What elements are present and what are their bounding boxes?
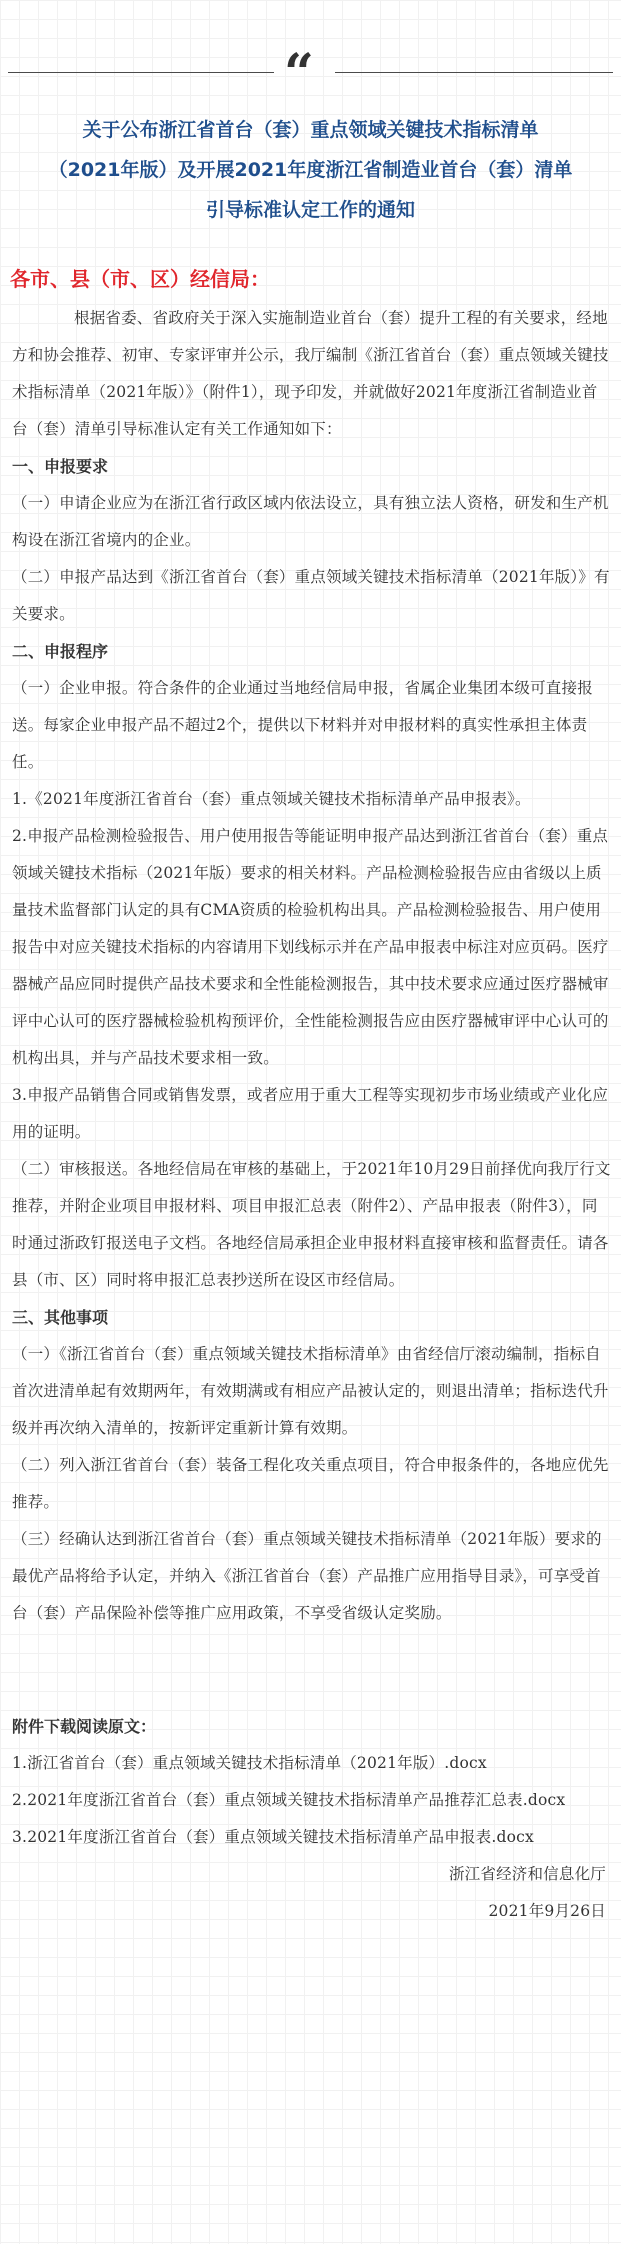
section-2-item-4: 3.申报产品销售合同或销售发票，或者应用于重大工程等实现初步市场业绩或产业化应用的证明。 xyxy=(12,1086,609,1141)
section-1-item-1: （一）申请企业应为在浙江省行政区域内依法设立，具有独立法人资格，研发和生产机构设在浙江省境内的企业。 xyxy=(12,494,609,549)
attachment-link-1[interactable]: 1.浙江省首台（套）重点领域关键技术指标清单（2021年版）.docx xyxy=(12,1754,487,1772)
section-1-heading: 一、申报要求 xyxy=(12,457,109,476)
spacer xyxy=(12,1632,612,1708)
intro-paragraph: 根据省委、省政府关于深入实施制造业首台（套）提升工程的有关要求，经地方和协会推荐、初审、专家评审并公示，我厅编制《浙江省首台（套）重点领域关键技术指标清单（2021年版）》（附件1），现予印发，并就做好2021年度浙江省制造业首台（套）清单引导标准认定有关工作通知如下： xyxy=(12,309,609,438)
section-1-item-2: （二）申报产品达到《浙江省首台（套）重点领域关键技术指标清单（2021年版）》有关要求。 xyxy=(12,568,610,623)
section-2-item-5: （二）审核报送。各地经信局在审核的基础上，于2021年10月29日前择优向我厅行文推荐，并附企业项目申报材料、项目申报汇总表（附件2）、产品申报表（附件3），同时通过浙政钉报送电子文档。各地经信局承担企业申报材料直接审核和监督责任。请各县（市、区）同时将申报汇总表抄送所在设区市经信局。 xyxy=(12,1160,611,1289)
addressee: 各市、县（市、区）经信局： xyxy=(10,267,270,291)
divider-line-right xyxy=(335,72,613,73)
attachments-heading: 附件下载阅读原文： xyxy=(12,1717,157,1736)
signature-org: 浙江省经济和信息化厅 xyxy=(448,1865,606,1883)
section-3-item-1: （一）《浙江省首台（套）重点领域关键技术指标清单》由省经信厅滚动编制，指标自首次进清单起有效期两年，有效期满或有相应产品被认定的，则退出清单；指标迭代升级并再次纳入清单的，按新评定重新计算有效期。 xyxy=(12,1345,609,1437)
section-3-item-2: （二）列入浙江省首台（套）装备工程化攻关重点项目，符合申报条件的，各地应优先推荐。 xyxy=(12,1456,609,1511)
section-2-item-1: （一）企业申报。符合条件的企业通过当地经信局申报，省属企业集团本级可直接报送。每家企业申报产品不超过2个，提供以下材料并对申报材料的真实性承担主体责任。 xyxy=(12,679,593,771)
page-title xyxy=(20,110,601,230)
document-body xyxy=(12,300,612,1930)
quote-icon: “ xyxy=(284,43,314,104)
attachment-link-3[interactable]: 3.2021年度浙江省首台（套）重点领域关键技术指标清单产品申报表.docx xyxy=(12,1828,534,1846)
title-line-3: 引导标准认定工作的通知 xyxy=(205,199,415,221)
section-2-item-2: 1.《2021年度浙江省首台（套）重点领域关键技术指标清单产品申报表》。 xyxy=(12,790,531,808)
section-3-heading: 三、其他事项 xyxy=(12,1308,109,1327)
title-line-1: 关于公布浙江省首台（套）重点领域关键技术指标清单 xyxy=(82,119,539,141)
title-line-2: （2021年版）及开展2021年度浙江省制造业首台（套）清单 xyxy=(48,159,573,181)
section-2-item-3: 2.申报产品检测检验报告、用户使用报告等能证明申报产品达到浙江省首台（套）重点领域关键技术指标（2021年版）要求的相关材料。产品检测检验报告应由省级以上质量技术监督部门认定的具有CMA资质的检验机构出具。产品检测检验报告、用户使用报告中对应关键技术指标的内容请用下划线标示并在产品申报表中标注对应页码。医疗器械产品应同时提供产品技术要求和全性能检测报告，其中技术要求应通过医疗器械审评中心认可的医疗器械检验机构预评价，全性能检测报告应由医疗器械审评中心认可的机构出具，并与产品技术要求相一致。 xyxy=(12,827,609,1067)
attachment-link-2[interactable]: 2.2021年度浙江省首台（套）重点领域关键技术指标清单产品推荐汇总表.docx xyxy=(12,1791,566,1809)
section-3-item-3: （三）经确认达到浙江省首台（套）重点领域关键技术指标清单（2021年版）要求的最优产品将给予认定，并纳入《浙江省首台（套）产品推广应用指导目录》，可享受首台（套）产品保险补偿等推广应用政策，不享受省级认定奖励。 xyxy=(12,1530,602,1622)
divider-line-left xyxy=(8,72,274,73)
quote-divider xyxy=(0,43,621,104)
signature-date: 2021年9月26日 xyxy=(488,1902,606,1920)
section-2-heading: 二、申报程序 xyxy=(12,642,109,661)
